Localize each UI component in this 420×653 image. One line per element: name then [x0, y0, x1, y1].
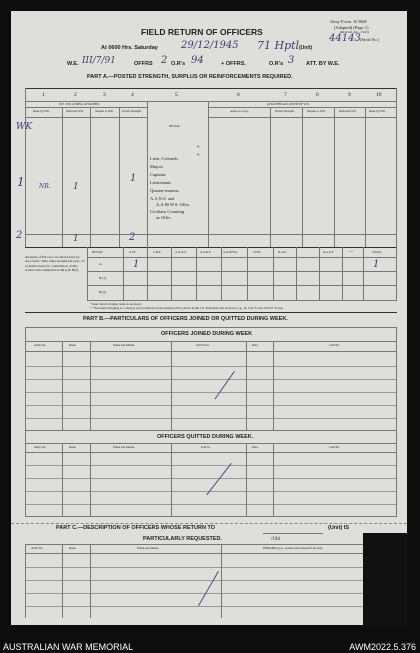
- unit-handwritten: 71 Hptl: [257, 39, 300, 52]
- col-head-posted-att: Posted Strength.: [275, 109, 295, 113]
- footer-accession: AWM2022.5.376: [349, 642, 416, 652]
- detail-aans: A.A.N.S. and: [150, 196, 175, 201]
- part-c-title: PART C.—DESCRIPTION OF OFFICERS WHOSE RETURN TO: [56, 525, 215, 531]
- att-by-we-label: ATT. BY W.E.: [306, 61, 340, 67]
- col-head-posted: Posted Strength.: [122, 109, 142, 113]
- detail-lieutenants: Lieutenants: [150, 180, 171, 185]
- ors-attached-label: O.R's: [269, 61, 284, 67]
- col-number-8: 8: [316, 92, 319, 98]
- part-c-year-label: /194: [271, 537, 280, 542]
- col-head-surplus: Surplus to W.E.: [95, 109, 114, 113]
- revised-label: (Revised Jan., 1943): [340, 30, 369, 34]
- analysis-col-awas: A.W.A.S.: [175, 250, 187, 254]
- part-c-col-army-no: Army No.: [31, 546, 44, 550]
- handwritten-wk: WK: [16, 122, 32, 132]
- handwritten-row2-posted: 2: [129, 232, 136, 243]
- joined-col-cause: CAUSE.: [329, 343, 340, 347]
- joined-col-unit-from: Unit From.: [196, 343, 210, 347]
- form-title: FIELD RETURN OF OFFICERS: [141, 27, 263, 37]
- quitted-title: OFFICERS QUITTED DURING WEEK.: [157, 434, 254, 440]
- torn-corner: [363, 533, 407, 625]
- we-handwritten: III/7/91: [82, 56, 116, 66]
- handwritten-row1-number: 1: [17, 175, 25, 189]
- quitted-col-date: Date.: [252, 445, 259, 449]
- analysis-col-aif: A.I.F.: [129, 250, 136, 254]
- quitted-col-cause: CAUSE.: [329, 445, 340, 449]
- col-number-6: 6: [237, 92, 240, 98]
- quitted-col-name: Name and Initials.: [113, 445, 136, 449]
- part-c-unit-label: (Unit) IS: [328, 525, 350, 531]
- detail-quartermasters: Quarter-masters: [150, 188, 179, 193]
- detail-aamws: A.A.M.W.S. Offrs.: [156, 202, 191, 207]
- col-number-3: 3: [103, 92, 106, 98]
- analysis-col-raaf: R.A.A.F.: [323, 250, 334, 254]
- detail-majors: Majors: [150, 164, 163, 169]
- we-label: W.E.: [67, 61, 79, 67]
- serial-label: (Serial No.): [360, 37, 379, 42]
- part-c-col-name: Name and Initials.: [137, 546, 160, 550]
- col-head-surplus-att: Surplus to W.E.: [307, 109, 326, 113]
- analysis-col-detail: DETAIL.: [92, 250, 104, 254]
- analysis-row-a: A.: [99, 262, 103, 266]
- footnote-2: * * Personnel belonging to a category not provided for in the analysis will be shown in this Col. Particulars will be shown, e.g., 3G U.K. Forces; 1R N.Z. Forces.: [90, 306, 284, 310]
- analysis-col-aamws: A.A.M.W.S.: [223, 250, 238, 254]
- joined-col-rank: Rank.: [69, 343, 77, 347]
- joined-col-name: Name and Initials.: [113, 343, 136, 347]
- ors-label: O.R's: [171, 61, 186, 67]
- detail-captains: Captains: [150, 172, 166, 177]
- ors-handwritten: 94: [191, 55, 204, 66]
- part-b-title: PART B.—PARTICULARS OF OFFICERS JOINED OR QUITTED DURING WEEK.: [83, 316, 288, 322]
- joined-title: OFFICERS JOINED DURING WEEK: [161, 331, 253, 337]
- part-a-title: PART A.—POSTED STRENGTH, SURPLUS OR REINFORCEMENTS REQUIRED.: [87, 74, 293, 80]
- perforation-line: [11, 523, 407, 524]
- analysis-row-b1: B.(1): [99, 276, 107, 280]
- handwritten-row1-deficient: 1: [73, 182, 79, 192]
- col-number-4: 4: [131, 92, 134, 98]
- analysis-col-ran: R.A.N.: [278, 250, 287, 254]
- col-head-deficient: Deficient W.E.: [66, 109, 84, 113]
- we-excluding-attached-heading: W.E. EXCLUDING ATTACHED.: [59, 102, 101, 106]
- joined-col-army-no: Army No.: [34, 343, 47, 347]
- col-head-rank-att: Rank by W.E.: [369, 109, 386, 113]
- analysis-aif-handwritten: 1: [133, 259, 140, 270]
- footer-bar: [0, 641, 420, 653]
- col-head-arms-corps: Arms or Corps.: [230, 109, 249, 113]
- detail-lt-colonels: Lieut.-Colonels: [150, 156, 179, 161]
- col-number-7: 7: [284, 92, 287, 98]
- analysis-col-total: TOTAL.: [372, 250, 383, 254]
- part-c-col-remarks: REMARKS (e.g., present whereabouts if known).: [263, 546, 323, 550]
- army-form-number: Army Form. W.3008: [330, 19, 367, 24]
- offrs-handwritten: 2: [161, 55, 168, 66]
- col-head-deficient-att: Deficient W.E.: [339, 109, 357, 113]
- detail-as-offrs: as Offrs.: [156, 215, 172, 220]
- analysis-col-aans: A.A.N.S.: [200, 250, 212, 254]
- analysis-col-civil: CIVIL.: [253, 250, 262, 254]
- ors-attached-handwritten: 3: [288, 55, 295, 66]
- part-c-requested: PARTICULARLY REQUESTED.: [143, 536, 223, 542]
- adapted-label: (Adapted) (Page 1): [334, 25, 369, 30]
- quitted-col-rank: Rank.: [69, 445, 77, 449]
- quitted-col-army-no: Army No.: [34, 445, 47, 449]
- handwritten-row1-rank: NR.: [39, 183, 51, 190]
- at-hours-label: At 0600 Hrs. Saturday: [101, 45, 158, 51]
- attached-allowed-heading: ATTACHED ALLOWED BY W.E.: [267, 102, 310, 106]
- footer-credit: AUSTRALIAN WAR MEMORIAL: [3, 642, 134, 652]
- handwritten-row1-posted: 1: [130, 173, 137, 184]
- part-c-nil-stroke: [198, 571, 219, 606]
- col-number-5: 5: [175, 92, 178, 98]
- analysis-total-handwritten: 1: [373, 259, 380, 270]
- handwritten-row2-deficient: 1: [73, 234, 79, 244]
- analysis-col-cmf: C.M.F.: [153, 250, 162, 254]
- joined-nil-stroke: [214, 371, 234, 399]
- joined-col-date: Date.: [252, 343, 259, 347]
- handwritten-row2-number: 2: [16, 230, 23, 241]
- offrs-label: OFFRS: [134, 61, 153, 67]
- date-handwritten: 29/12/1945: [181, 40, 239, 51]
- col-number-10: 10: [376, 92, 382, 98]
- unit-label: (Unit): [299, 45, 313, 51]
- quitted-col-unit-to: Unit To.: [201, 445, 211, 449]
- analysis-col-other: * *: [349, 250, 353, 254]
- footnote-1: * Insert detail of higher ranks as necessary.: [90, 302, 142, 306]
- part-c-col-rank: Rank.: [69, 546, 77, 550]
- form-sheet: FIELD RETURN OF OFFICERS Army Form. W.3008 (Adapted) (Page 1) (Revised Jan., 1943) 44143 (Serial No.) At 0600 Hrs. Saturday 29/12/1945 71 Hptl (Unit) W.E. III/7/91 OFFRS 2 O.R's 94 + OFFRS. O.R's 3 ATT. BY W.E. PART A.—POSTED STRENGTH, SURPLUS OR REINFORCEMENTS REQUIRED. 1 2 3 4 5 6 7 8 9 10 W.E. EXCLUDING ATTACHED. ATTACHED ALLOWED BY W.E. Rank by W.E. Deficient W.E. Surplus to W.E. Posted Strength. DETAIL. Arms or Corps. Posted Strength. Surplus to W.E. Deficient W.E. Rank by W.E. Lieut.-Colonels Majors Captains Lieutenants Quarter-masters A.A.N.S. and A.A.M.W.S. Offrs. Civilians Counting as Offrs. * * WK 1 NR. 1 1 2 1 2 Analysis of Part A to be shown here by ALL units. Only units included in para. 10 of Instructions for compilation of this return will complete Part B(1) & B(2). DETAIL. A.I.F. C.M.F. A.W.A.S. A.A.N.S. A.A.M.W.S. CIVIL. R.A.N. R.A.A.F. * * TOTAL. A. B.(1) B.(2) 1 1 * Insert detail of higher ranks as necessary. * * Personnel belonging to a category not provided for in the analysis will be shown in this Col. Particulars will be shown, e.g., 3G U.K. Forces; 1R N.Z. Forces. PART B.—PARTICULARS OF OFFICERS JOINED OR QUITTED DURING WEEK. OFFICERS JOINED DURING WEEK Army No. Rank. Name and Initials. Unit From. Date. CAUSE. OFFICERS QUITTED DURING WEEK. Army No. Rank. Name and Initials. Unit To. Date. CAUSE. PART C.—DESCRIPTION OF OFFICERS WHOSE RETURN TO (Unit) IS PARTICULARLY REQUESTED. /194 Army No. Rank. Name and Initials. REMARKS (e.g., present whereabouts if known).: [11, 11, 407, 625]
- detail-civilians: Civilians Counting: [150, 209, 185, 214]
- col-number-1: 1: [42, 92, 45, 98]
- offrs-attached-label: + OFFRS.: [221, 61, 246, 67]
- col-head-detail: DETAIL.: [169, 124, 181, 128]
- analysis-note: Analysis of Part A to be shown here by ALL units. Only units included in para. 10 of Instructions for compilation of this return will complete Part B(1) & B(2).: [25, 255, 85, 273]
- serial-number-handwritten: 44143: [329, 33, 361, 44]
- col-number-9: 9: [348, 92, 351, 98]
- col-number-2: 2: [74, 92, 77, 98]
- col-head-rank: Rank by W.E.: [33, 109, 50, 113]
- analysis-row-b2: B.(2): [99, 290, 107, 294]
